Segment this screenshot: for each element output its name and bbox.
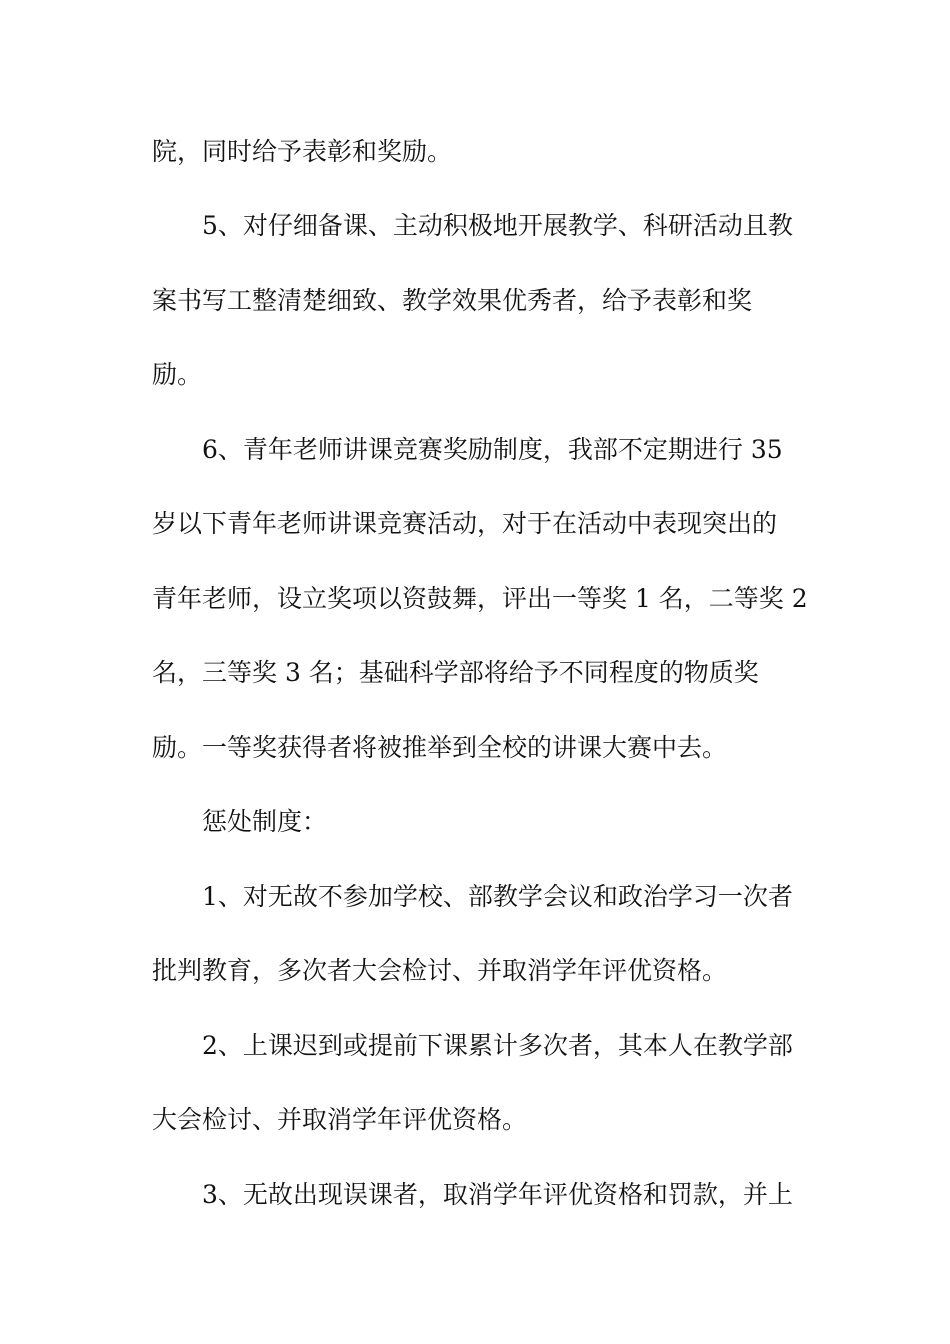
text-line: 批判教育，多次者大会检讨、并取消学年评优资格。 xyxy=(152,956,728,985)
text-line: 院，同时给予表彰和奖励。 xyxy=(152,137,453,166)
text-line: 大会检讨、并取消学年评优资格。 xyxy=(152,1105,528,1134)
paragraph-item-3: 3、无故出现误课者，取消学年评优资格和罚款，并上 xyxy=(202,1180,793,1209)
paragraph-item-6: 6、青年老师讲课竞赛奖励制度，我部不定期进行 35 xyxy=(202,435,783,464)
text-line: 励。 xyxy=(152,360,203,389)
text-line: 励。一等奖获得者将被推举到全校的讲课大赛中去。 xyxy=(152,733,728,762)
section-heading-penalties: 惩处制度： xyxy=(202,807,328,836)
text-line: 岁以下青年老师讲课竞赛活动，对于在活动中表现突出的 xyxy=(152,509,778,538)
paragraph-item-1: 1、对无故不参加学校、部教学会议和政治学习一次者 xyxy=(202,882,793,911)
paragraph-item-2: 2、上课迟到或提前下课累计多次者，其本人在教学部 xyxy=(202,1031,793,1060)
text-line: 案书写工整清楚细致、教学效果优秀者，给予表彰和奖 xyxy=(152,286,753,315)
paragraph-item-5: 5、对仔细备课、主动积极地开展教学、科研活动且教 xyxy=(202,211,793,240)
text-line: 青年老师，设立奖项以资鼓舞，评出一等奖 1 名，二等奖 2 xyxy=(152,584,808,613)
text-line: 名，三等奖 3 名；基础科学部将给予不同程度的物质奖 xyxy=(152,658,759,687)
